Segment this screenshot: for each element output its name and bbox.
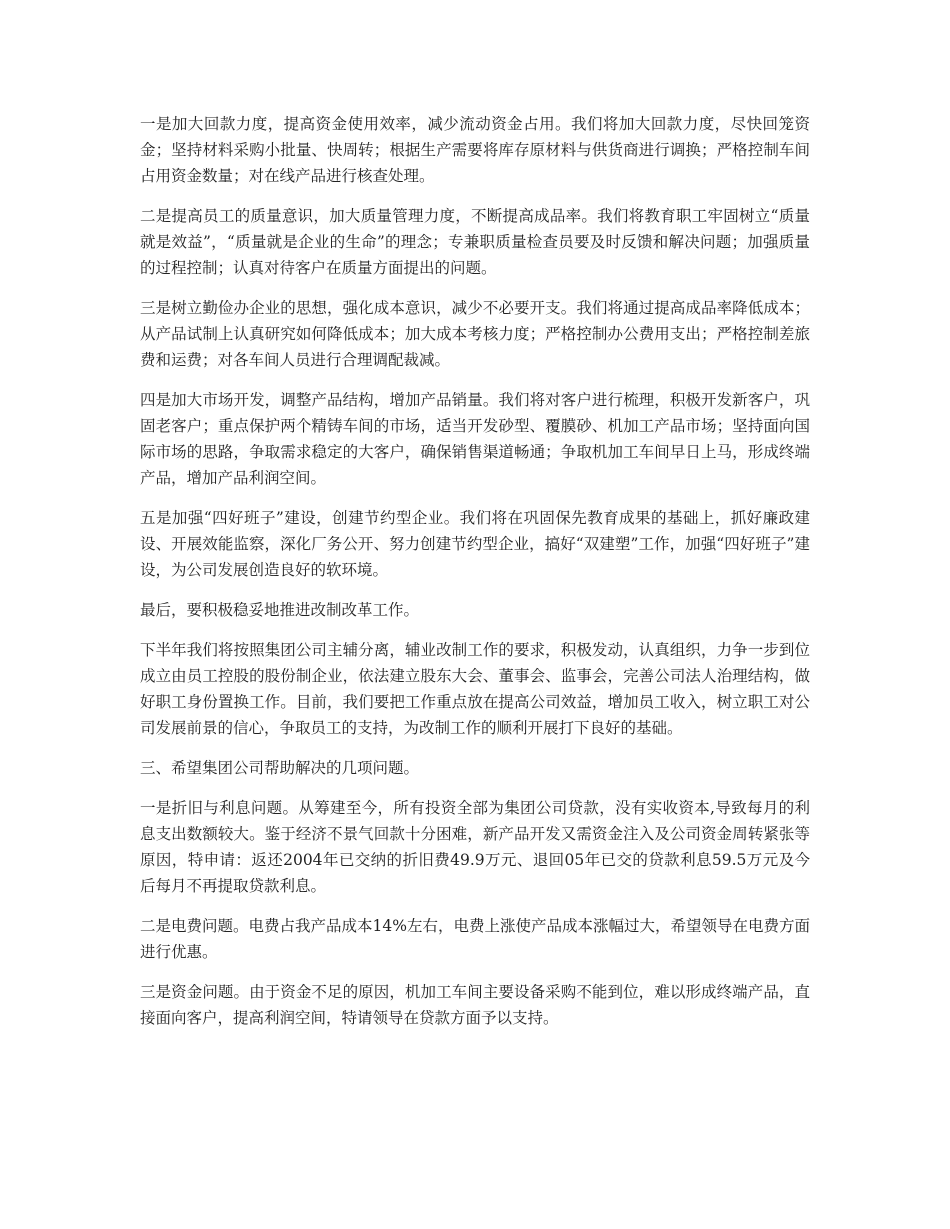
paragraph-funding: 三是资金问题。由于资金不足的原因，机加工车间主要设备采购不能到位，难以形成终端产品，直接面向客户，提高利润空间，特请领导在贷款方面予以支持。 (140, 983, 810, 1027)
paragraph-market: 四是加大市场开发，调整产品结构，增加产品销量。我们将对客户进行梳理，积极开发新客户，巩固老客户；重点保护两个精铸车间的市场，适当开发砂型、覆膜砂、机加工产品市场；坚持面向国际市场的思路，争取需求稳定的大客户，确保销售渠道畅通；争取机加工车间早日上马，形成终端产品，增加产品利润空间。 (140, 391, 810, 487)
paragraph-reform: 下半年我们将按照集团公司主辅分离，辅业改制工作的要求，积极发动，认真组织，力争一步到位成立由员工控股的股份制企业，依法建立股东大会、董事会、监事会，完善公司法人治理结构，做好职工身份置换工作。目前，我们要把工作重点放在提高公司效益，增加员工收入，树立职工对公司发展前景的信心，争取员工的支持，为改制工作的顺利开展打下良好的基础。 (140, 641, 810, 737)
paragraph-leadership: 五是加强“四好班子”建设，创建节约型企业。我们将在巩固保先教育成果的基础上，抓好廉政建设、开展效能监察，深化厂务公开、努力创建节约型企业，搞好“双建塑”工作，加强“四好班子”建设，为公司发展创造良好的软环境。 (140, 509, 810, 579)
paragraph-cost: 三是树立勤俭办企业的思想，强化成本意识，减少不必要开支。我们将通过提高成品率降低成本；从产品试制上认真研究如何降低成本；加大成本考核力度；严格控制办公费用支出；严格控制差旅费和运费；对各车间人员进行合理调配裁减。 (140, 299, 810, 369)
paragraph-electricity: 二是电费问题。电费占我产品成本14%左右，电费上涨使产品成本涨幅过大，希望领导在电费方面进行优惠。 (140, 917, 810, 961)
paragraph-repayment: 一是加大回款力度，提高资金使用效率，减少流动资金占用。我们将加大回款力度，尽快回笼资金；坚持材料采购小批量、快周转；根据生产需要将库存原材料与供货商进行调换；严格控制车间占用资金数量；对在线产品进行核查处理。 (140, 115, 810, 185)
document-body (140, 111, 810, 1045)
paragraph-quality: 二是提高员工的质量意识，加大质量管理力度，不断提高成品率。我们将教育职工牢固树立“质量就是效益”，“质量就是企业的生命”的理念；专兼职质量检查员要及时反馈和解决问题；加强质量的过程控制；认真对待客户在质量方面提出的问题。 (140, 207, 810, 277)
section-heading-requests: 三、希望集团公司帮助解决的几项问题。 (140, 759, 420, 777)
paragraph-depreciation: 一是折旧与利息问题。从筹建至今，所有投资全部为集团公司贷款，没有实收资本,导致每月的利息支出数额较大。鉴于经济不景气回款十分困难，新产品开发又需资金注入及公司资金周转紧张等原因，特申请：返还2004年已交纳的折旧费49.9万元、退回05年已交的贷款利息59.5万元及今后每月不再提取贷款利息。 (140, 799, 810, 895)
paragraph-reform-heading: 最后，要积极稳妥地推进改制改革工作。 (140, 601, 420, 619)
